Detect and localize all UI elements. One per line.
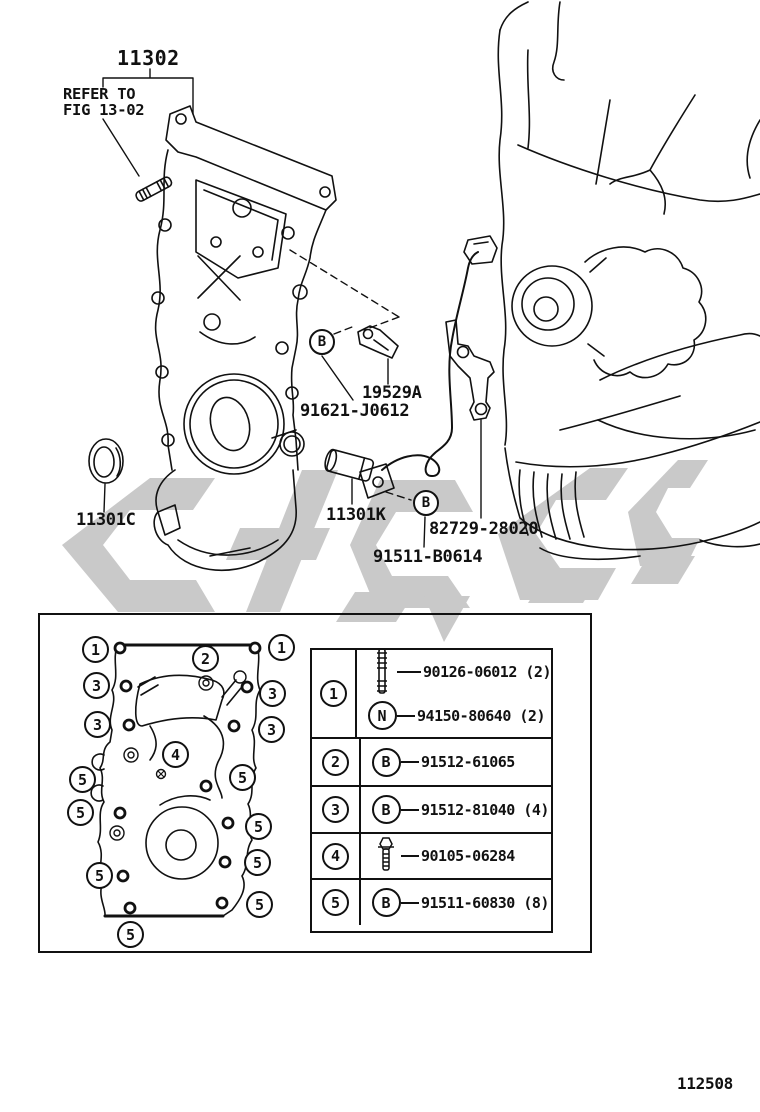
callout-circle: 3 (258, 716, 285, 743)
callout-circle: 5 (69, 766, 96, 793)
part-entry (357, 650, 551, 694)
callout-circle: 2 (192, 645, 219, 672)
callout-circle: 3 (84, 711, 111, 738)
bolt-letter-badge: B (372, 888, 401, 917)
row-number-badge: 5 (322, 889, 349, 916)
part-code: 91511-60830 (8) (421, 893, 549, 912)
row-number-badge: 2 (322, 749, 349, 776)
legend-table (310, 648, 553, 933)
label-gasket: 19529A (362, 383, 422, 403)
leader-line (401, 902, 419, 904)
callout-circle: 5 (246, 891, 273, 918)
stud-drawing (135, 176, 173, 203)
table-row (312, 650, 551, 737)
b-marker-2: B (413, 490, 439, 516)
leader-line (401, 809, 419, 811)
part-code: 90105-06284 (421, 847, 515, 865)
callout-circle: 5 (229, 764, 256, 791)
nut-letter-badge: N (368, 701, 397, 730)
callout-circle: 5 (86, 862, 113, 889)
sensor-wire-drawing (382, 236, 497, 476)
callout-circle: 5 (244, 849, 271, 876)
part-entry (361, 788, 551, 832)
table-row (312, 878, 551, 925)
label-oil-seal: 11301C (76, 510, 136, 530)
label-refer-line1: REFER TO (63, 85, 136, 103)
leader-line (401, 855, 419, 857)
leader-line (401, 761, 419, 763)
callout-circle: 1 (82, 636, 109, 663)
callout-circle: 5 (245, 813, 272, 840)
flange-bolt-icon (371, 836, 401, 876)
figure-number: 112508 (677, 1074, 733, 1093)
table-row (312, 832, 551, 878)
part-entry (361, 834, 551, 878)
callout-circle: 3 (83, 672, 110, 699)
callout-circle: 4 (162, 741, 189, 768)
row-number-badge: 4 (322, 843, 349, 870)
part-code: 91512-81040 (4) (421, 800, 549, 819)
part-code: 91512-61065 (421, 753, 515, 771)
row-number-badge: 1 (320, 680, 347, 707)
label-timing-cover: 11302 (117, 46, 180, 70)
leader-line (397, 715, 415, 717)
label-refer-line2: FIG 13-02 (63, 101, 145, 119)
callout-circle: 1 (268, 634, 295, 661)
part-entry (361, 881, 551, 925)
label-bolt-code-2: 91511-B0614 (373, 547, 483, 567)
part-entry (357, 694, 551, 737)
table-row (312, 785, 551, 832)
callout-circle: 5 (117, 921, 144, 948)
bolt-letter-badge: B (372, 748, 401, 777)
callout-circle: 5 (67, 799, 94, 826)
engine-block-drawing (498, 2, 760, 559)
part-code: 94150-80640 (2) (417, 706, 545, 725)
label-sensor-wire: 82729-28020 (429, 519, 539, 539)
bolt-letter-badge: B (372, 795, 401, 824)
table-row (312, 737, 551, 785)
leader-lines (103, 69, 481, 547)
gasket-drawing (358, 326, 398, 358)
row-number-badge: 3 (322, 796, 349, 823)
b-marker-1: B (309, 329, 335, 355)
callout-circle: 3 (259, 680, 286, 707)
leader-line (397, 671, 421, 673)
stud-icon (367, 647, 397, 697)
part-entry (361, 740, 551, 784)
oil-seal-drawing (89, 439, 123, 483)
label-bolt-code-1: 91621-J0612 (300, 401, 410, 421)
part-code: 90126-06012 (2) (423, 663, 551, 681)
label-crank-sensor: 11301K (326, 505, 386, 525)
